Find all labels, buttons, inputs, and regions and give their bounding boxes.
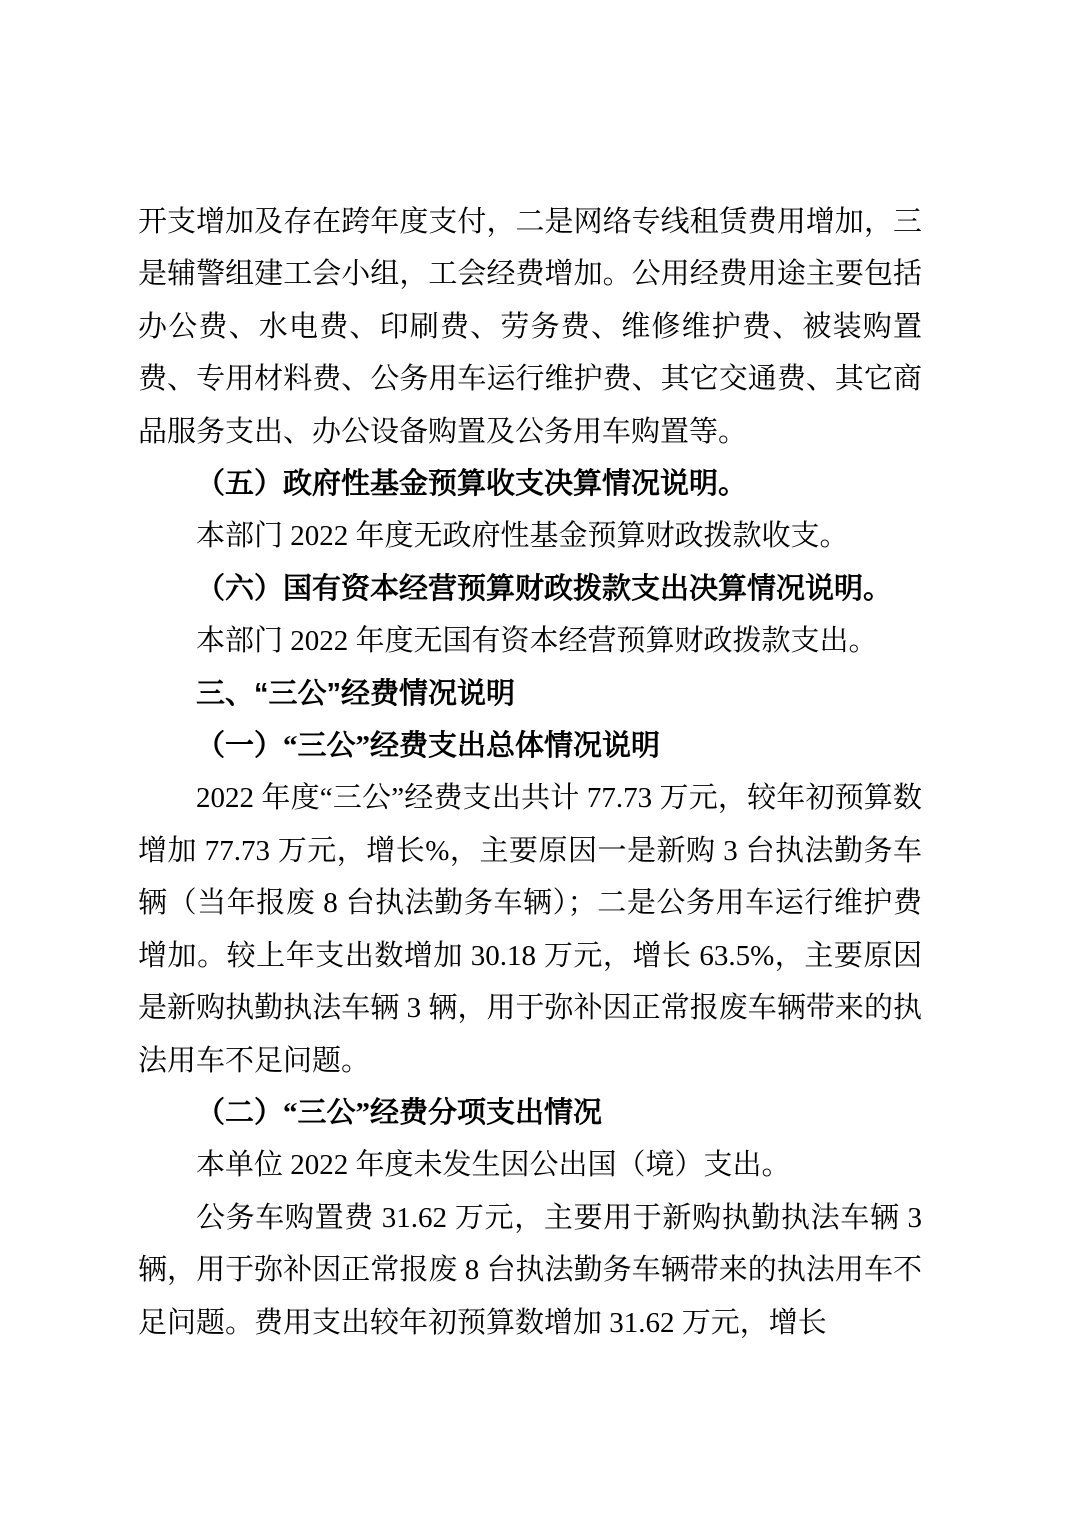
subsection-heading-1-overall-situation: （一）“三公”经费支出总体情况说明 <box>196 730 661 763</box>
subsection-heading-2-itemized-expenses: （二）“三公”经费分项支出情况 <box>196 1096 603 1129</box>
body-paragraph-public-expense-uses: 开支增加及存在跨年度支付，二是网络专线租赁费用增加，三是辅警组建工会小组，工会经费增加。公用经费用途主要包括办公费、水电费、印刷费、劳务费、维修维护费、被装购置费、专用材料费、公务用车运行维护费、其它交通费、其它商品服务支出、办公设备购置及公务用车购置等。 <box>138 206 922 448</box>
section-heading-3-three-public-expenses: 三、“三公”经费情况说明 <box>196 677 516 710</box>
body-paragraph-no-overseas-trips: 本单位 2022 年度未发生因公出国（境）支出。 <box>196 1149 791 1182</box>
body-paragraph-overall-expense-detail: 2022 年度“三公”经费支出共计 77.73 万元，较年初预算数增加 77.73 万元，增长%，主要原因一是新购 3 台执法勤务车辆（当年报废 8 台执法勤务车辆）；二是公务用车运行维护费增加。较上年支出数增加 30.18 万元，增长 63.5%，主要原因是新购执勤执法车辆 3 辆，用于弥补因正常报废车辆带来的执法用车不足问题。 <box>138 782 922 1077</box>
body-paragraph-no-gov-fund: 本部门 2022 年度无政府性基金预算财政拨款收支。 <box>196 520 849 553</box>
subsection-heading-6-state-capital-budget: （六）国有资本经营预算财政拨款支出决算情况说明。 <box>196 572 893 605</box>
body-paragraph-no-state-capital: 本部门 2022 年度无国有资本经营预算财政拨款支出。 <box>196 625 878 658</box>
subsection-heading-5-gov-fund-budget: （五）政府性基金预算收支决算情况说明。 <box>196 468 748 501</box>
body-paragraph-vehicle-purchase-fee: 公务车购置费 31.62 万元，主要用于新购执勤执法车辆 3 辆，用于弥补因正常报废 8 台执法勤务车辆带来的执法用车不足问题。费用支出较年初预算数增加 31.62 万元，增长 <box>138 1201 922 1339</box>
